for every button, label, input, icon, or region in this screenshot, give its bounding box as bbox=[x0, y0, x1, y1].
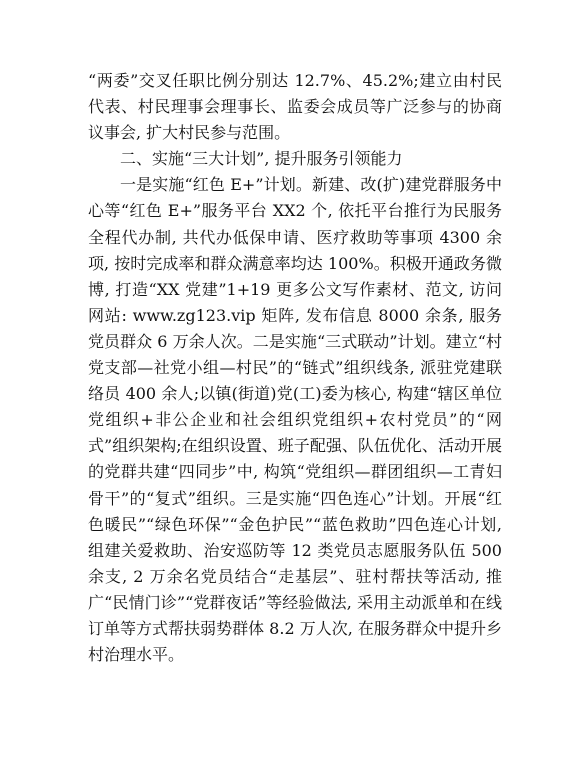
section-heading-three-plans: 二、实施“三大计划”, 提升服务引领能力 bbox=[120, 149, 403, 169]
paragraph-committee-crossover: “两委”交叉任职比例分别达 12.7%、45.2%;建立由村民代表、村民理事会理事长、监委会成员等广泛参与的协商议事会, 扩大村民参与范围。 bbox=[88, 71, 502, 143]
paragraph-three-plans: 一是实施“红色 E+”计划。新建、改(扩)建党群服务中心等“红色 E+”服务平台 XX2 个, 依托平台推行为民服务全程代办制, 共代办低保申请、医疗救助等事项 4300 余项, 按时完成率和群众满意率均达 100%。积极开通政务微博, 打造“XX 党建”1+19 更多公文写作素材、范文, 访问网站: www.zg123.vip 矩阵, 发布信息 8000 余条, 服务党员群众 6 万余人次。二是实施“三式联动”计划。建立“村党支部—社党小组—村民”的“链式”组织线条, 派驻党建联络员 400 余人;以镇(街道)党(工)委为核心, 构建“辖区单位党组织+非公企业和社会组织党组织+农村党员”的“网式”组织架构;在组织设置、班子配强、队伍优化、活动开展的党群共建“四同步”中, 构筑“党组织—群团组织—工青妇骨干”的“复式”组织。三是实施“四色连心”计划。开展“红色暖民”“绿色环保”“金色护民”“蓝色救助”四色连心计划, 组建关爱救助、治安巡防等 12 类党员志愿服务队伍 500 余支, 2 万余名党员结合“走基层”、驻村帮扶等活动, 推广“民情门诊”“党群夜话”等经验做法, 采用主动派单和在线订单等方式帮扶弱势群体 8.2 万人次, 在服务群众中提升乡村治理水平。 bbox=[88, 175, 502, 665]
document-body bbox=[88, 68, 502, 668]
